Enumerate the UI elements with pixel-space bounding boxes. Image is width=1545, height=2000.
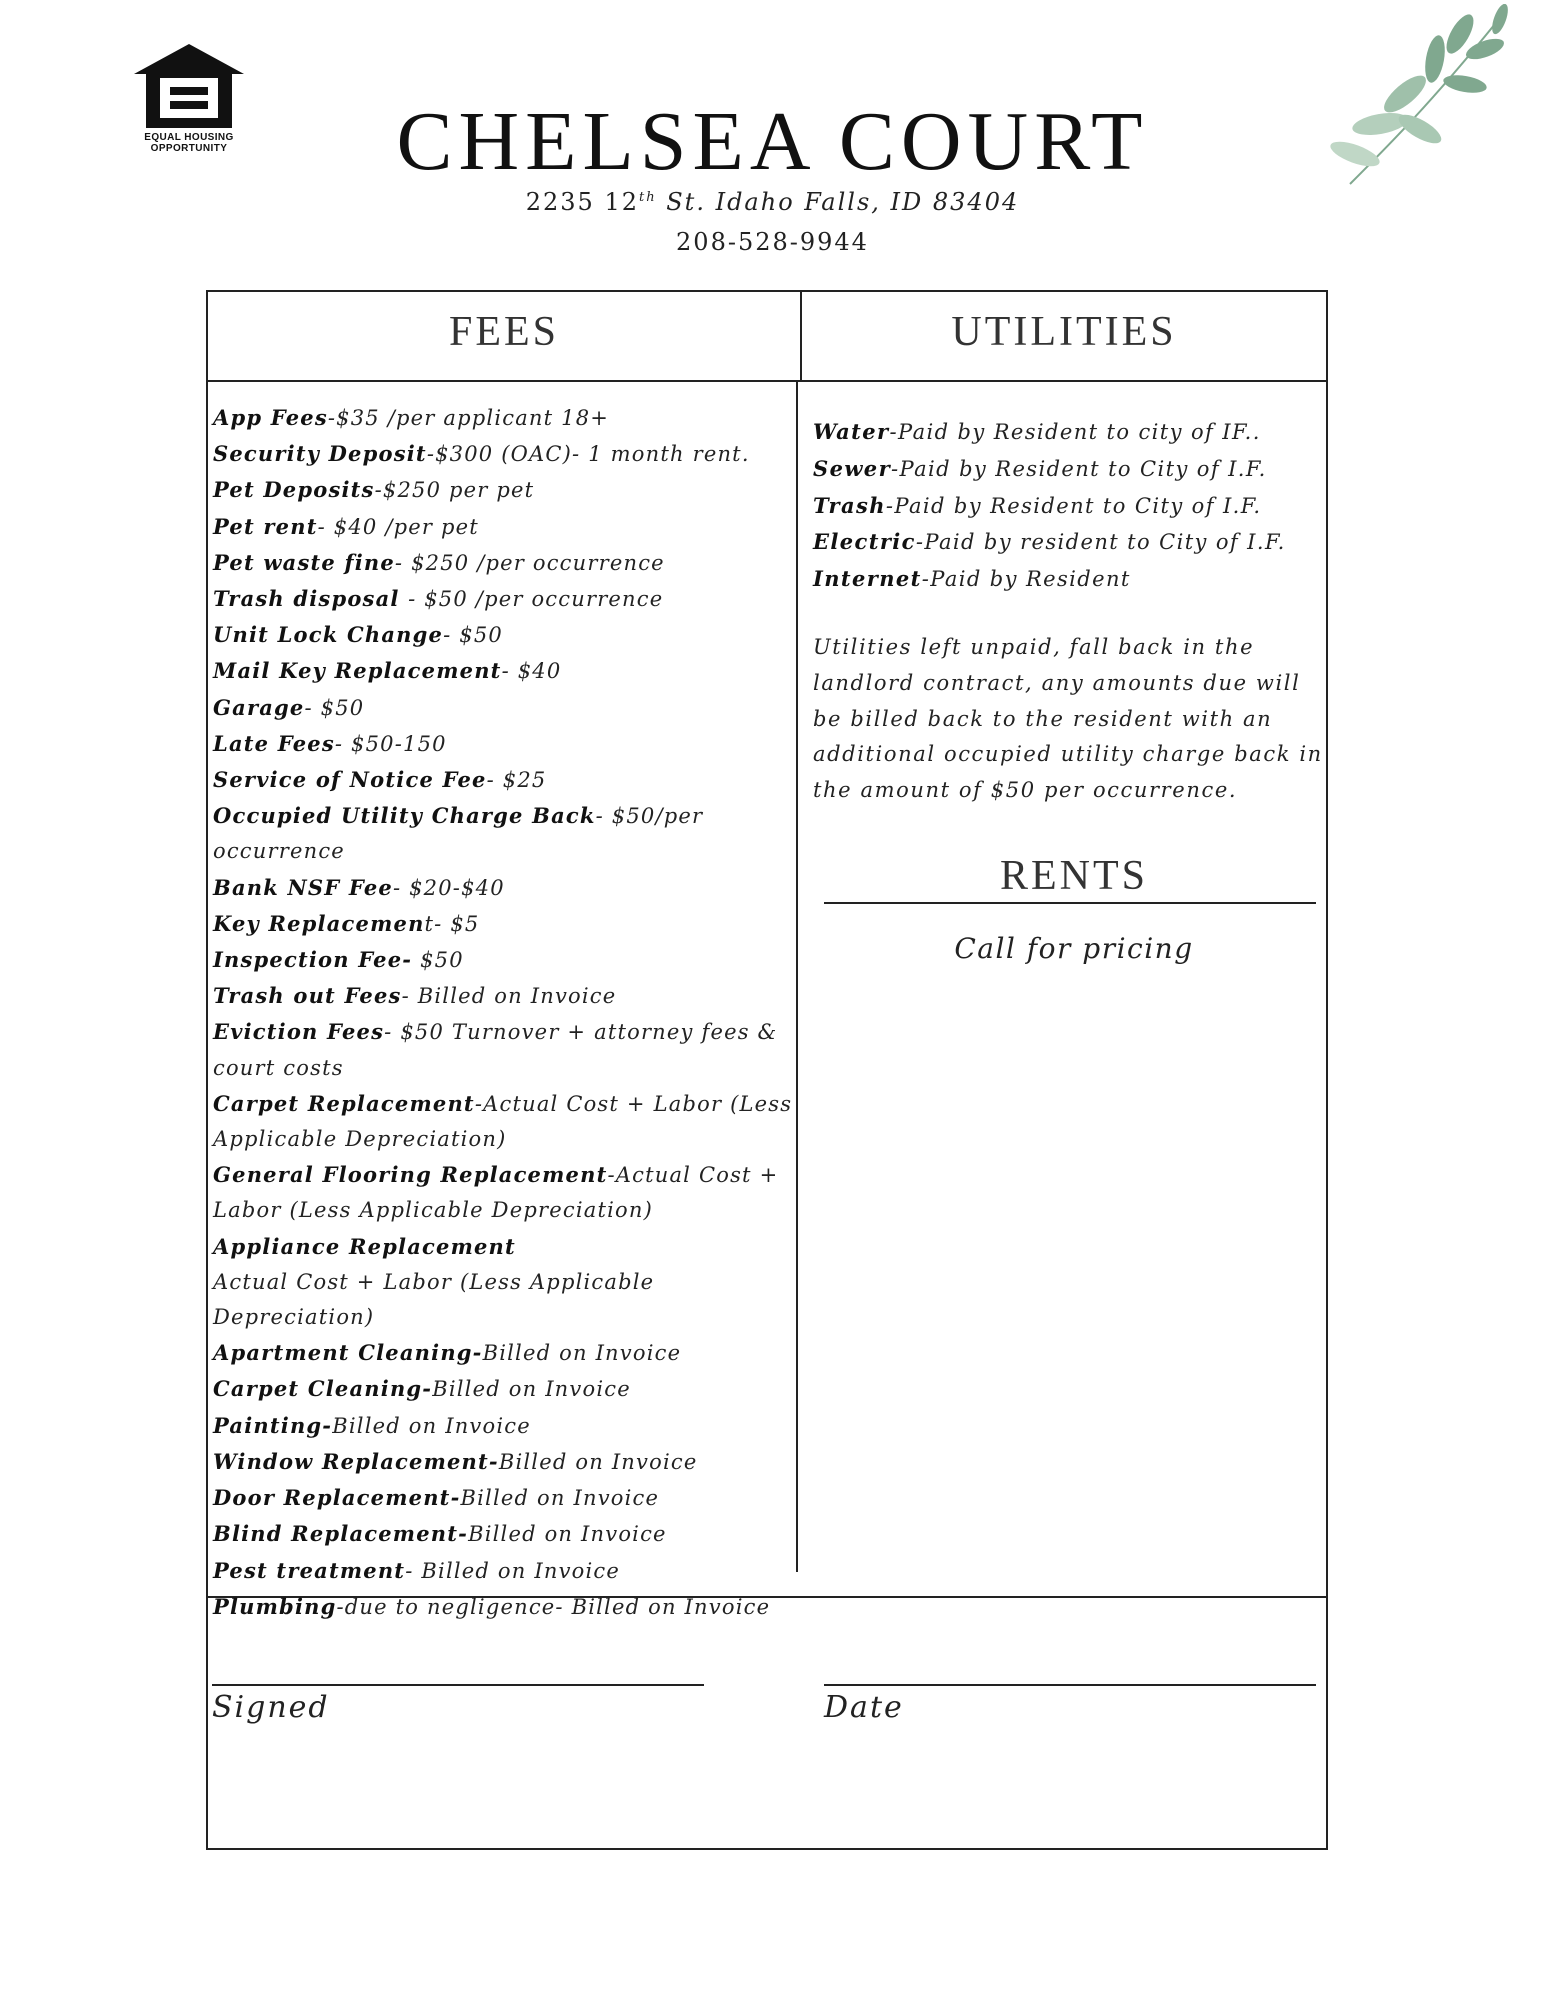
fee-item (213, 942, 808, 978)
utility-item (813, 488, 1333, 525)
fee-item (213, 581, 808, 617)
fee-item (213, 1444, 808, 1480)
date-line[interactable] (824, 1684, 1316, 1686)
fee-item-label: Painting- (213, 1412, 333, 1438)
fee-item-value: - $40 (501, 659, 562, 684)
table-border-bottom (206, 1848, 1328, 1850)
fee-item-value: t- $5 (424, 911, 480, 936)
utility-item-value: -Paid by Resident to city of IF.. (889, 420, 1261, 444)
fee-item-value: Actual Cost + Labor (Less Applicable Depreciation) (213, 1269, 655, 1330)
fee-item-label: App Fees (213, 405, 328, 430)
fee-item (213, 1589, 808, 1625)
utility-item-value: -Paid by Resident (921, 567, 1131, 592)
fee-item (213, 1480, 808, 1516)
fee-item (213, 1516, 808, 1552)
fee-item-label: Blind Replacement- (213, 1521, 469, 1547)
fee-item-value: - $20-$40 (392, 875, 505, 900)
fee-item (213, 978, 808, 1014)
rents-text: Call for pricing (954, 932, 1194, 965)
fee-item-value: $50 (412, 948, 464, 973)
fee-item-value: -$250 per pet (374, 478, 535, 503)
page-title: CHELSEA COURT (396, 95, 1149, 188)
fee-item-label: Window Replacement- (213, 1448, 499, 1474)
fee-item-label: Door Replacement- (213, 1485, 461, 1511)
fee-item (213, 1014, 808, 1085)
fee-item (213, 1229, 808, 1336)
fee-item-label: Appliance Replacement (213, 1233, 516, 1259)
fee-item-value: - Billed on Invoice (401, 984, 617, 1009)
utility-item-value: -Paid by Resident to City of I.F. (885, 493, 1262, 518)
fee-item-label: Trash out Fees (213, 983, 402, 1009)
fee-item (213, 798, 808, 869)
fee-item (213, 545, 808, 581)
utility-item-value: -Paid by resident to City of I.F. (915, 530, 1286, 555)
fee-item (213, 726, 808, 762)
table-border-left (206, 290, 208, 1850)
fee-item-label: Carpet Cleaning- (213, 1376, 433, 1402)
fee-item-value: -Actual Cost + Labor (Less Applicable Depreciation) (213, 1163, 779, 1223)
fee-item-label: Late Fees (213, 730, 335, 756)
fee-item (213, 653, 808, 689)
fee-item-value: - $250 /per occurrence (394, 550, 665, 575)
utility-item (813, 414, 1333, 451)
utility-item-value: -Paid by Resident to City of I.F. (891, 456, 1267, 481)
fee-item-value: -Actual Cost + Labor (Less Applicable Depreciation) (213, 1091, 793, 1152)
fee-item-label: Eviction Fees (213, 1019, 385, 1045)
utility-item-label: Internet (813, 566, 922, 592)
fee-item-value: -due to negligence- Billed on Invoice (336, 1594, 771, 1619)
phone-number: 208-528-9944 (676, 228, 869, 256)
utility-item-label: Water (813, 419, 890, 444)
rents-heading: RENTS (999, 853, 1148, 899)
rents-underline (824, 902, 1316, 904)
fee-item-label: Pet rent (213, 513, 318, 539)
fee-item (213, 690, 808, 726)
fee-item-value: - $25 (486, 768, 547, 793)
fee-item-label: Occupied Utility Charge Back (213, 803, 596, 829)
fees-list (213, 400, 808, 1625)
utility-item (813, 524, 1333, 561)
date-label: Date (824, 1690, 904, 1725)
fees-heading: FEES (448, 309, 560, 355)
fee-item-label: General Flooring Replacement (213, 1162, 608, 1188)
fee-item-value: Billed on Invoice (332, 1413, 531, 1438)
fee-item (213, 400, 808, 436)
utility-item (813, 451, 1333, 488)
fee-item-value: Billed on Invoice (460, 1486, 660, 1511)
fee-item-value: - $50-150 (334, 731, 447, 756)
fee-item-value: - $50 Turnover + attorney fees & court costs (213, 1020, 778, 1080)
fee-item-label: Bank NSF Fee (213, 874, 393, 900)
fee-item-label: Garage (213, 694, 305, 720)
fee-item-value: Billed on Invoice (482, 1341, 682, 1366)
utility-item-label: Electric (813, 529, 916, 555)
fee-item (213, 472, 808, 508)
fee-item-label: Mail Key Replacement (213, 658, 502, 684)
fee-item (213, 509, 808, 545)
table-border-top (206, 290, 1328, 292)
fee-item-value: - $50 /per occurrence (408, 587, 664, 612)
fee-item-value: - $50 (304, 695, 365, 720)
fee-item-value: -$300 (OAC)- 1 month rent. (426, 442, 750, 467)
fee-item (213, 1157, 808, 1228)
fee-item-label: Trash disposal (213, 586, 409, 612)
fee-item-value: - $50/per occurrence (213, 804, 704, 864)
equal-housing-text: EQUAL HOUSING OPPORTUNITY (144, 132, 234, 154)
fee-item-label: Pet waste fine (213, 549, 395, 575)
address: 2235 12th St. Idaho Falls, ID 83404 (525, 188, 1020, 216)
fee-item-value: Billed on Invoice (498, 1449, 698, 1474)
utility-item-label: Trash (813, 492, 886, 518)
fee-item-label: Carpet Replacement (213, 1090, 475, 1116)
fee-item (213, 617, 808, 653)
fee-item-label: Unit Lock Change (213, 622, 444, 648)
utilities-note: Utilities left unpaid, fall back in the landlord contract, any amounts due will be billed back to the resident with an additional occupied utility charge back in the amount of $50 per occurrence. (813, 635, 1323, 803)
fee-item-label: Service of Notice Fee (213, 767, 487, 793)
fee-item-value: -$35 /per applicant 18+ (327, 406, 610, 430)
fee-item (213, 1553, 808, 1589)
fee-item-label: Plumbing (213, 1593, 337, 1619)
utility-item (813, 561, 1333, 598)
utility-item-label: Sewer (813, 455, 892, 481)
fee-item (213, 1408, 808, 1444)
fee-item (213, 1086, 808, 1157)
signed-label: Signed (212, 1690, 330, 1725)
fee-item-label: Key Replacemen (213, 910, 425, 936)
fee-item (213, 1371, 808, 1407)
fee-item-value: - $40 /per pet (317, 514, 479, 539)
fee-item-value: Billed on Invoice (468, 1522, 667, 1547)
fee-item-label: Pest treatment (213, 1557, 406, 1583)
fee-item-label: Inspection Fee- (213, 947, 413, 973)
utilities-list (813, 414, 1333, 598)
fee-item (213, 870, 808, 906)
fee-item (213, 906, 808, 942)
signed-line[interactable] (212, 1684, 704, 1686)
utilities-heading: UTILITIES (951, 309, 1177, 355)
fee-item-label: Apartment Cleaning- (213, 1340, 483, 1366)
fee-item (213, 1335, 808, 1371)
fee-item-label: Pet Deposits (213, 477, 375, 503)
header-divider (206, 380, 1328, 382)
fee-item-value: - Billed on Invoice (405, 1558, 620, 1583)
fee-item (213, 762, 808, 798)
fee-item (213, 436, 808, 472)
fee-item-label: Security Deposit (213, 441, 427, 467)
fee-item-value: Billed on Invoice (432, 1377, 631, 1402)
fee-item-value: - $50 (443, 623, 503, 648)
